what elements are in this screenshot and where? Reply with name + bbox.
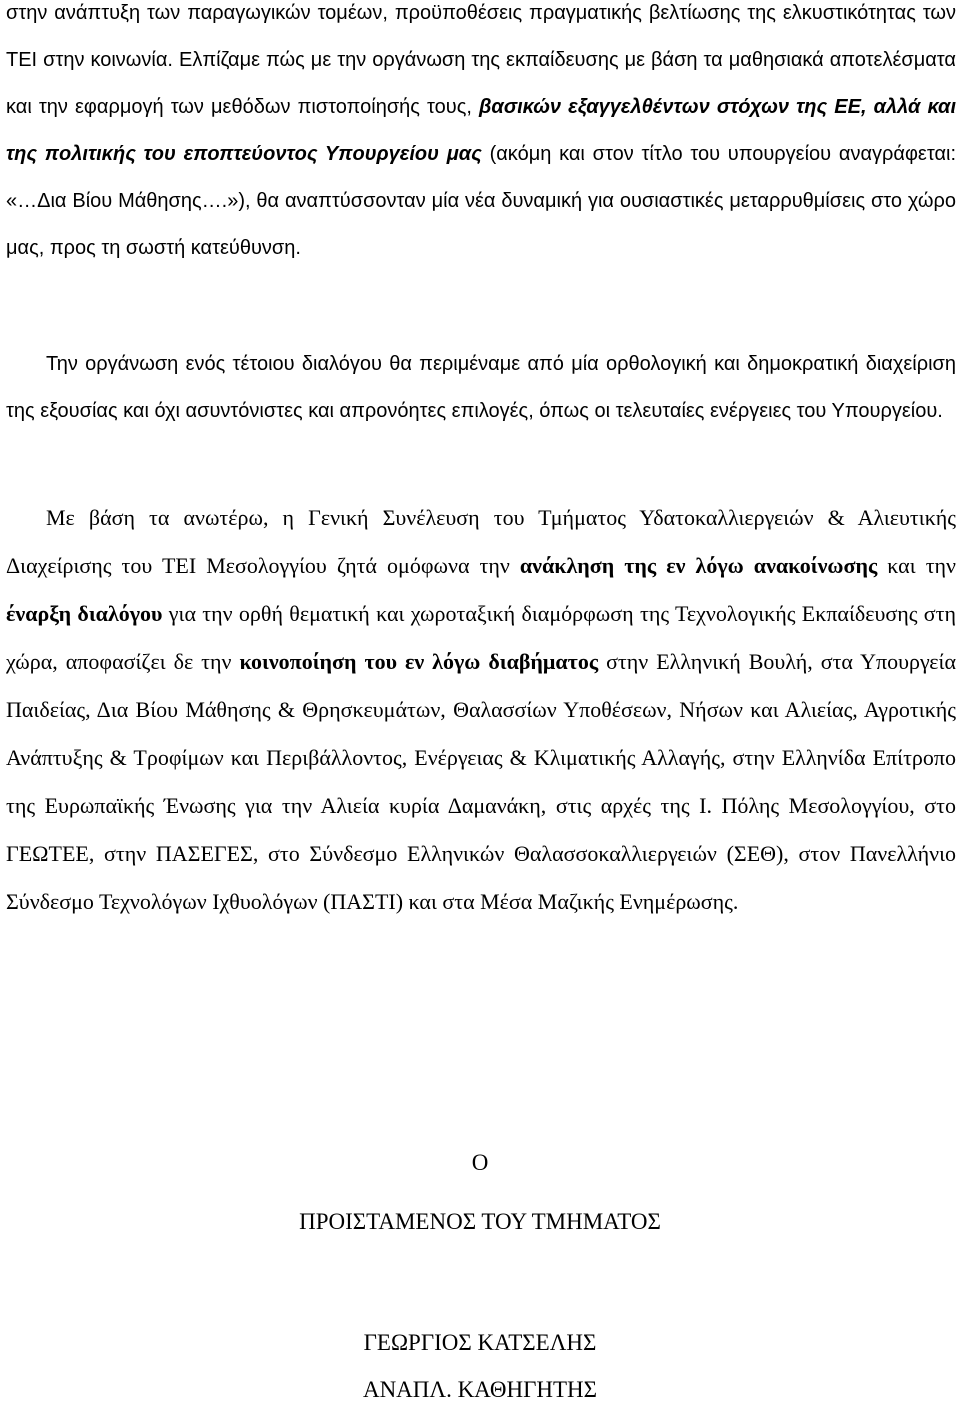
paragraph-3-text-c: για την ορθή θεματική και χωροταξική διαμόρφωση της Τεχνολογικής Εκπαίδευσης στη χώρα, αποφασίζει δε την — [6, 601, 956, 674]
paragraph-3-text-a: Με βάση τα ανωτέρω, η Γενική Συνέλευση του Τμήματος Υδατοκαλλιεργειών & Αλιευτικής Διαχείρισης του ΤΕΙ Μεσολογγίου ζητά ομόφωνα την — [6, 505, 956, 578]
signature-name: ΓΕΩΡΓΙΟΣ ΚΑΤΣΕΛΗΣ — [363, 1330, 597, 1355]
paragraph-3-bold-notification: κοινοποίηση του εν λόγω διαβήματος — [239, 649, 599, 674]
paragraph-3-bold-revocation: ανάκληση της εν λόγω ανακοίνωσης — [519, 553, 878, 578]
paragraph-3-text-d: στην Ελληνική Βουλή, στα Υπουργεία Παιδείας, Δια Βίου Μάθησης & Θρησκευμάτων, Θαλασσίων Υποθέσεων, Νήσων και Αλιείας, Αγροτικής Ανάπτυξης & Τροφίμων και Περιβάλλοντος, Ενέργειας & Κλιματικής Αλλαγής, στην Ελληνίδα Επίτροπο της Ευρωπαϊκής Ένωσης για την Αλιεία κυρία Δαμανάκη, στις αρχές της Ι. Πόλης Μεσολογγίου, στο ΓΕΩΤΕΕ, στην ΠΑΣΕΓΕΣ, στο Σύνδεσμο Ελληνικών Θαλασσοκαλλιεργειών (ΣΕΘ), στον Πανελλήνιο Σύνδεσμο Τεχνολόγων Ιχθυολόγων (ΠΑΣΤΙ) και στα Μέσα Μαζικής Ενημέρωσης. — [6, 649, 956, 914]
paragraph-1 — [6, 0, 956, 272]
paragraph-3-text-b: και την — [877, 553, 956, 578]
paragraph-2: Την οργάνωση ενός τέτοιου διαλόγου θα περιμέναμε από μία ορθολογική και δημοκρατική διαχείριση της εξουσίας και όχι ασυντόνιστες και απρονόητες επιλογές, όπως οι τελευταίες ενέργειες του Υπουργείου. — [6, 353, 956, 422]
paragraph-1-bold-italic-text: βασικών εξαγγελθέντων στόχων της ΕΕ, αλλά και της πολιτικής του εποπτεύοντος Υπουργείου μας — [6, 96, 956, 165]
paragraph-3 — [6, 494, 956, 926]
paragraph-1-text-b: (ακόμη και στον τίτλο του υπουργείου αναγράφεται: «…Δια Βίου Μάθησης….»), θα αναπτύσσονταν μία νέα δυναμική για ουσιαστικές μεταρρυθμίσεις στο χώρο μας, προς τη σωστή κατεύθυνση. — [6, 143, 957, 259]
paragraph-3-bold-dialogue: έναρξη διαλόγου — [6, 601, 163, 626]
signature-title: ΑΝΑΠΛ. ΚΑΘΗΓΗΤΗΣ — [362, 1377, 598, 1402]
signature-article: Ο — [471, 1150, 489, 1175]
paragraph-1-text-a: στην ανάπτυξη των παραγωγικών τομέων, προϋποθέσεις πραγματικής βελτίωσης της ελκυστικότητας των ΤΕΙ στην κοινωνία. Ελπίζαμε πώς με την οργάνωση της εκπαίδευσης με βάση τα μαθησιακά αποτελέσματα και την εφαρμογή των μεθόδων πιστοποίησής τους, — [6, 2, 956, 118]
signature-role: ΠΡΟΙΣΤΑΜΕΝΟΣ ΤΟΥ ΤΜΗΜΑΤΟΣ — [299, 1209, 661, 1234]
